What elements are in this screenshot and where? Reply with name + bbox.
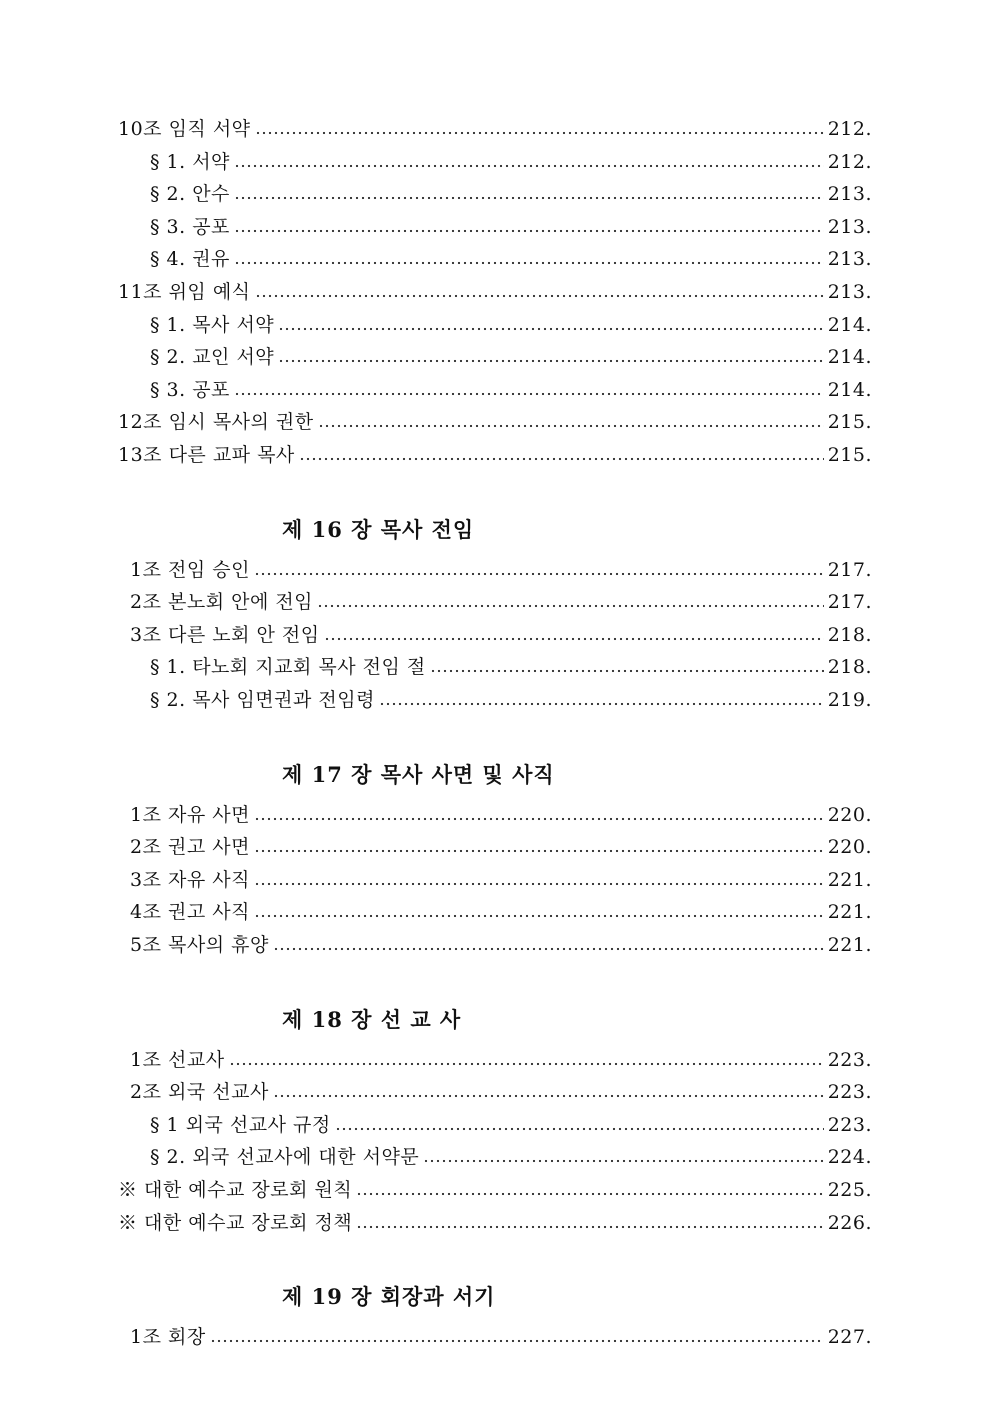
toc-entry-label: 3조 자유 사직 — [130, 868, 250, 891]
toc-article-entry[interactable] — [130, 1321, 872, 1353]
toc-page-number: 213. — [827, 281, 872, 303]
dot-leader — [430, 665, 824, 673]
toc-article-entry[interactable] — [118, 113, 872, 145]
dot-leader — [234, 388, 824, 396]
toc-entry-label: § 2. 목사 임면권과 전임령 — [150, 689, 375, 711]
toc-entry-label: 10조 임직 서약 — [118, 118, 251, 140]
toc-page-number: 221. — [827, 868, 872, 891]
toc-article-entry[interactable] — [130, 554, 872, 586]
toc-article-entry[interactable] — [118, 1207, 872, 1239]
toc-article-entry[interactable] — [118, 276, 872, 308]
toc-entry-label: § 2. 교인 서약 — [150, 346, 275, 369]
dot-leader — [335, 1123, 824, 1131]
dot-leader — [255, 127, 824, 135]
toc-section-entry[interactable] — [118, 1141, 872, 1173]
toc-article-entry[interactable] — [130, 799, 872, 831]
toc-entry-label: § 1. 서약 — [150, 150, 230, 173]
toc-page-number: 212. — [827, 150, 872, 173]
toc-entry-label: § 1. 타노회 지교회 목사 전임 절 — [150, 656, 426, 679]
toc-page-number: 220. — [827, 803, 872, 826]
toc-section-entry[interactable] — [118, 146, 872, 178]
toc-page-number: 213. — [827, 183, 872, 206]
toc-article-entry[interactable] — [130, 1076, 872, 1108]
toc-page-number: 217. — [827, 591, 872, 614]
toc-entry-label: § 3. 공포 — [150, 378, 230, 401]
toc-article-entry[interactable] — [130, 619, 872, 651]
toc-page-number: 213. — [827, 248, 872, 271]
toc-page-number: 214. — [827, 346, 872, 369]
chapter-heading: 제 17 장 목사 사면 및 사직 — [282, 761, 555, 787]
toc-article-entry[interactable] — [130, 929, 872, 961]
dot-leader — [317, 600, 824, 608]
toc-entry-label: § 4. 권유 — [150, 248, 230, 271]
dot-leader — [324, 633, 824, 641]
dot-leader — [234, 160, 824, 168]
dot-leader — [234, 192, 824, 200]
toc-section-entry[interactable] — [118, 684, 872, 716]
toc-page-number: 212. — [827, 118, 872, 140]
toc-page-number: 220. — [827, 836, 872, 859]
toc-page-number: 227. — [827, 1326, 872, 1349]
toc-entry-label: 11조 위임 예식 — [118, 281, 251, 303]
toc-section-entry[interactable] — [118, 1109, 872, 1141]
toc-entry-label: ※ 대한 예수교 장로회 정책 — [118, 1211, 353, 1234]
toc-article-entry[interactable] — [118, 1174, 872, 1206]
dot-leader — [210, 1335, 824, 1343]
toc-page-number: 218. — [827, 623, 872, 646]
toc-section-entry[interactable] — [118, 341, 872, 373]
toc-entry-label: 2조 권고 사면 — [130, 836, 250, 859]
toc-section-entry[interactable] — [118, 374, 872, 406]
dot-leader — [278, 323, 824, 331]
dot-leader — [379, 698, 824, 706]
toc-page-number: 215. — [827, 411, 872, 434]
toc-article-entry[interactable] — [130, 864, 872, 896]
toc-article-entry[interactable] — [130, 831, 872, 863]
toc-section-entry[interactable] — [118, 178, 872, 210]
toc-page-number: 223. — [827, 1081, 872, 1104]
toc-entry-label: 2조 외국 선교사 — [130, 1081, 269, 1104]
toc-entry-label: 12조 임시 목사의 권한 — [118, 411, 314, 434]
toc-entry-label: 5조 목사의 휴양 — [130, 934, 269, 956]
toc-entry-label: 1조 회장 — [130, 1326, 206, 1349]
chapter-heading: 제 16 장 목사 전임 — [282, 516, 475, 542]
dot-leader — [273, 943, 824, 951]
toc-article-entry[interactable] — [130, 1044, 872, 1076]
dot-leader — [254, 568, 824, 576]
toc-article-entry[interactable] — [130, 586, 872, 618]
toc-page-number: 219. — [827, 689, 872, 711]
dot-leader — [234, 257, 824, 265]
dot-leader — [234, 225, 824, 233]
toc-article-entry[interactable] — [118, 406, 872, 438]
toc-page-number: 214. — [827, 378, 872, 401]
dot-leader — [254, 878, 824, 886]
toc-entry-label: 13조 다른 교파 목사 — [118, 444, 295, 466]
dot-leader — [356, 1221, 823, 1229]
toc-entry-label: § 1 외국 선교사 규정 — [150, 1113, 331, 1136]
toc-page-number: 226. — [827, 1211, 872, 1234]
toc-entry-label: § 2. 외국 선교사에 대한 서약문 — [150, 1146, 420, 1169]
toc-page-number: 217. — [827, 558, 872, 581]
dot-leader — [229, 1058, 824, 1066]
toc-page-number: 225. — [827, 1179, 872, 1201]
toc-entry-label: 1조 자유 사면 — [130, 803, 250, 826]
dot-leader — [423, 1155, 823, 1163]
chapter-heading: 제 19 장 회장과 서기 — [282, 1284, 496, 1310]
dot-leader — [299, 453, 824, 461]
dot-leader — [278, 355, 824, 363]
toc-page-number: 224. — [827, 1146, 872, 1169]
toc-entry-label: 1조 선교사 — [130, 1048, 225, 1071]
toc-section-entry[interactable] — [118, 243, 872, 275]
toc-page-number: 221. — [827, 901, 872, 924]
toc-entry-label: § 2. 안수 — [150, 183, 230, 206]
dot-leader — [254, 813, 824, 821]
toc-entry-label: 4조 권고 사직 — [130, 901, 250, 924]
toc-entry-label: 2조 본노회 안에 전임 — [130, 591, 314, 614]
toc-page-number: 218. — [827, 656, 872, 679]
toc-section-entry[interactable] — [118, 309, 872, 341]
dot-leader — [273, 1090, 824, 1098]
toc-page-number: 214. — [827, 313, 872, 336]
toc-section-entry[interactable] — [118, 651, 872, 683]
toc-entry-label: ※ 대한 예수교 장로회 원칙 — [118, 1179, 353, 1201]
toc-entry-label: § 3. 공포 — [150, 215, 230, 238]
dot-leader — [356, 1188, 823, 1196]
chapter-heading: 제 18 장 선 교 사 — [282, 1006, 462, 1032]
toc-entry-label: 3조 다른 노회 안 전임 — [130, 623, 320, 646]
toc-article-entry[interactable] — [130, 896, 872, 928]
toc-section-entry[interactable] — [118, 211, 872, 243]
toc-page-number: 213. — [827, 215, 872, 238]
dot-leader — [255, 290, 824, 298]
dot-leader — [254, 910, 824, 918]
dot-leader — [254, 845, 824, 853]
toc-entry-label: § 1. 목사 서약 — [150, 313, 275, 336]
toc-page-number: 223. — [827, 1113, 872, 1136]
toc-article-entry[interactable] — [118, 439, 872, 471]
dot-leader — [318, 420, 824, 428]
toc-page-number: 221. — [827, 934, 872, 956]
toc-page-number: 215. — [827, 444, 872, 466]
toc-entry-label: 1조 전임 승인 — [130, 558, 250, 581]
toc-page-number: 223. — [827, 1048, 872, 1071]
